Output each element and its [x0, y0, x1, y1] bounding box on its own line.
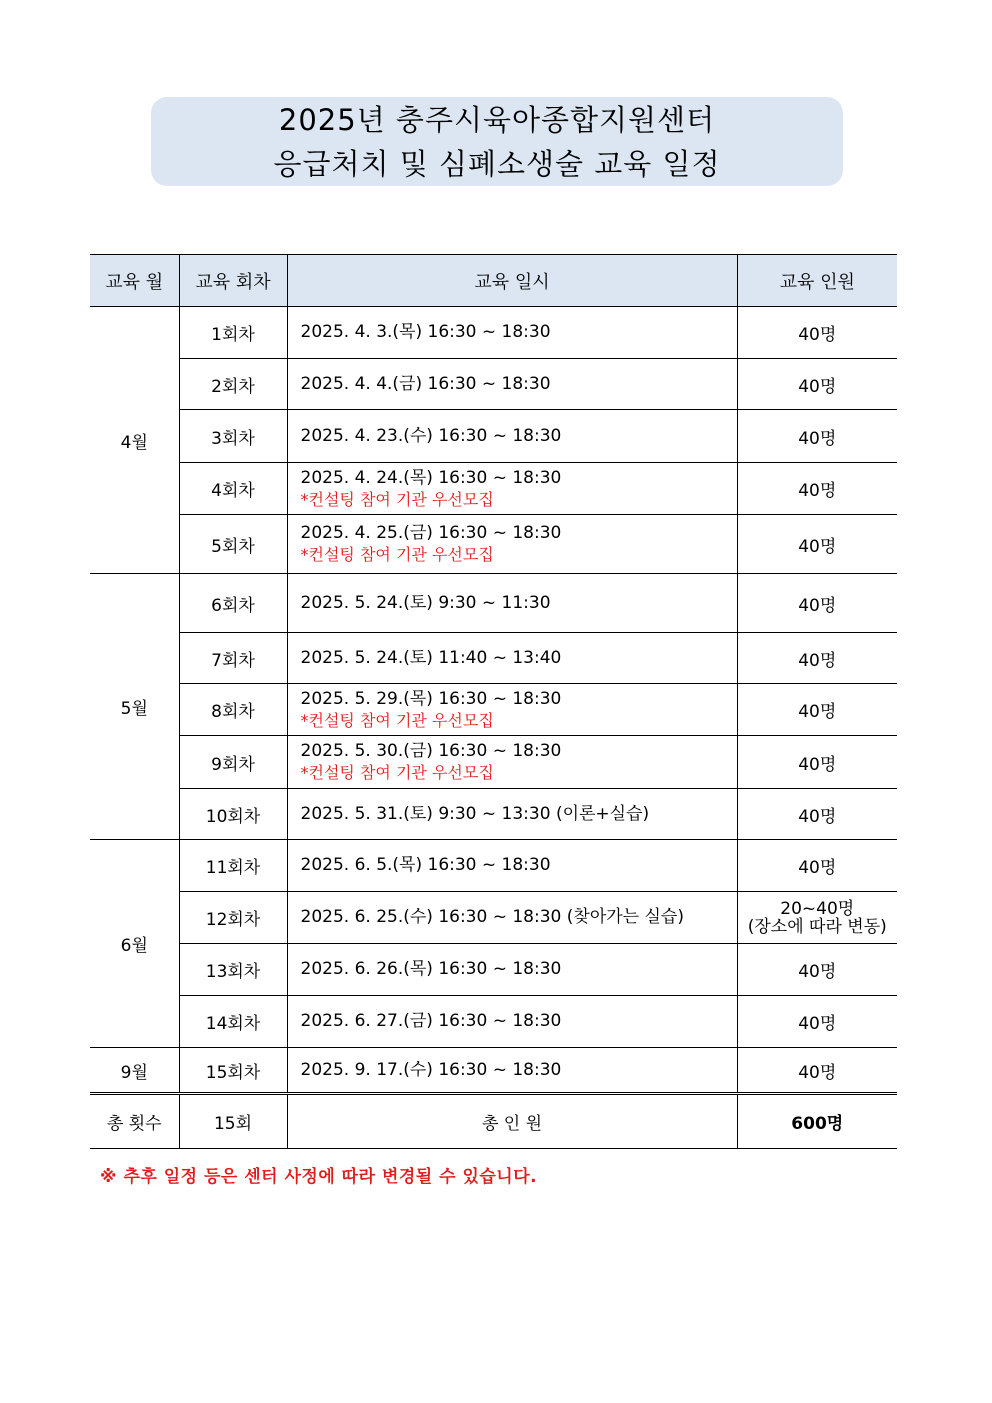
session-cell: 14회차 — [179, 996, 287, 1048]
datetime-text: 2025. 5. 29.(목) 16:30 ~ 18:30 — [300, 688, 562, 709]
table-row — [90, 633, 897, 684]
datetime-text: 2025. 5. 24.(토) 9:30 ~ 11:30 — [300, 592, 551, 613]
capacity-cell: 40명 — [737, 789, 897, 840]
priority-note: *컨설팅 참여 기관 우선모집 — [300, 763, 494, 782]
title-line-2: 응급처치 및 심폐소생술 교육 일정 — [273, 146, 721, 181]
month-cell: 5월 — [90, 574, 179, 840]
datetime-cell — [287, 633, 737, 684]
datetime-text: 2025. 5. 30.(금) 16:30 ~ 18:30 — [300, 741, 562, 761]
header-session: 교육 회차 — [179, 255, 287, 307]
total-row — [90, 1094, 897, 1149]
session-cell: 3회차 — [179, 410, 287, 463]
datetime-text: 2025. 9. 17.(수) 16:30 ~ 18:30 — [300, 1059, 562, 1080]
session-cell: 10회차 — [179, 789, 287, 840]
table-row — [90, 574, 897, 633]
capacity-cell: 40명 — [737, 840, 897, 892]
session-cell: 11회차 — [179, 840, 287, 892]
capacity-cell: 40명 — [737, 410, 897, 463]
datetime-text: 2025. 4. 25.(금) 16:30 ~ 18:30 — [300, 523, 562, 543]
title-line-1: 2025년 충주시육아종합지원센터 — [278, 102, 716, 137]
capacity-cell: 40명 — [737, 736, 897, 789]
datetime-text: 2025. 6. 27.(금) 16:30 ~ 18:30 — [300, 1011, 562, 1031]
month-cell: 9월 — [90, 1048, 179, 1094]
capacity-cell — [737, 892, 897, 944]
title-banner — [151, 97, 843, 186]
priority-note: *컨설팅 참여 기관 우선모집 — [300, 489, 494, 509]
datetime-cell — [287, 410, 737, 463]
datetime-text: 2025. 4. 4.(금) 16:30 ~ 18:30 — [300, 373, 551, 394]
footnote: ※ 추후 일정 등은 센터 사정에 따라 변경될 수 있습니다. — [100, 1167, 538, 1187]
session-cell: 2회차 — [179, 359, 287, 410]
session-cell: 5회차 — [179, 515, 287, 574]
priority-note: *컨설팅 참여 기관 우선모집 — [300, 545, 494, 564]
datetime-cell — [287, 996, 737, 1048]
table-row — [90, 515, 897, 574]
table-row — [90, 463, 897, 515]
capacity-cell: 40명 — [737, 684, 897, 736]
schedule-table — [90, 254, 897, 1149]
datetime-text: 2025. 6. 25.(수) 16:30 ~ 18:30 (찾아가는 실습) — [300, 907, 684, 927]
total-sessions: 15회 — [179, 1094, 287, 1149]
table-row — [90, 892, 897, 944]
session-cell: 8회차 — [179, 684, 287, 736]
capacity-text: 20~40명 — [780, 898, 855, 919]
capacity-cell: 40명 — [737, 574, 897, 633]
total-people: 600명 — [737, 1094, 897, 1149]
datetime-text: 2025. 5. 31.(토) 9:30 ~ 13:30 (이론+실습) — [300, 803, 650, 824]
datetime-cell — [287, 307, 737, 359]
month-cell: 4월 — [90, 307, 179, 574]
session-cell: 9회차 — [179, 736, 287, 789]
header-row — [90, 255, 897, 307]
datetime-cell — [287, 463, 737, 515]
table-row — [90, 359, 897, 410]
table-row — [90, 944, 897, 996]
datetime-text: 2025. 4. 24.(목) 16:30 ~ 18:30 — [300, 467, 562, 488]
datetime-cell — [287, 840, 737, 892]
session-cell: 7회차 — [179, 633, 287, 684]
month-cell: 6월 — [90, 840, 179, 1048]
capacity-cell: 40명 — [737, 1048, 897, 1094]
session-cell: 12회차 — [179, 892, 287, 944]
datetime-text: 2025. 6. 26.(목) 16:30 ~ 18:30 — [300, 959, 562, 979]
datetime-cell — [287, 1048, 737, 1094]
datetime-cell — [287, 684, 737, 736]
datetime-cell — [287, 359, 737, 410]
capacity-cell: 40명 — [737, 633, 897, 684]
datetime-cell — [287, 892, 737, 944]
total-people-label: 총 인 원 — [287, 1094, 737, 1149]
table-row — [90, 1048, 897, 1094]
datetime-cell — [287, 736, 737, 789]
header-capacity: 교육 인원 — [737, 255, 897, 307]
capacity-cell: 40명 — [737, 463, 897, 515]
datetime-cell — [287, 515, 737, 574]
table-row — [90, 840, 897, 892]
capacity-cell: 40명 — [737, 359, 897, 410]
table-row — [90, 307, 897, 359]
header-datetime: 교육 일시 — [287, 255, 737, 307]
datetime-cell — [287, 574, 737, 633]
capacity-cell: 40명 — [737, 944, 897, 996]
datetime-text: 2025. 4. 3.(목) 16:30 ~ 18:30 — [300, 322, 551, 342]
datetime-text: 2025. 5. 24.(토) 11:40 ~ 13:40 — [300, 647, 562, 668]
datetime-text: 2025. 4. 23.(수) 16:30 ~ 18:30 — [300, 425, 562, 446]
session-cell: 4회차 — [179, 463, 287, 515]
session-cell: 15회차 — [179, 1048, 287, 1094]
capacity-cell: 40명 — [737, 515, 897, 574]
session-cell: 1회차 — [179, 307, 287, 359]
datetime-text: 2025. 6. 5.(목) 16:30 ~ 18:30 — [300, 855, 551, 875]
datetime-cell — [287, 789, 737, 840]
session-cell: 13회차 — [179, 944, 287, 996]
datetime-cell — [287, 944, 737, 996]
capacity-cell: 40명 — [737, 996, 897, 1048]
table-row — [90, 684, 897, 736]
capacity-cell: 40명 — [737, 307, 897, 359]
capacity-note: (장소에 따라 변동) — [747, 916, 887, 937]
table-row — [90, 789, 897, 840]
table-row — [90, 410, 897, 463]
total-label: 총 횟수 — [90, 1094, 179, 1149]
table-row — [90, 736, 897, 789]
priority-note: *컨설팅 참여 기관 우선모집 — [300, 710, 494, 730]
session-cell: 6회차 — [179, 574, 287, 633]
table-row — [90, 996, 897, 1048]
header-month: 교육 월 — [90, 255, 179, 307]
